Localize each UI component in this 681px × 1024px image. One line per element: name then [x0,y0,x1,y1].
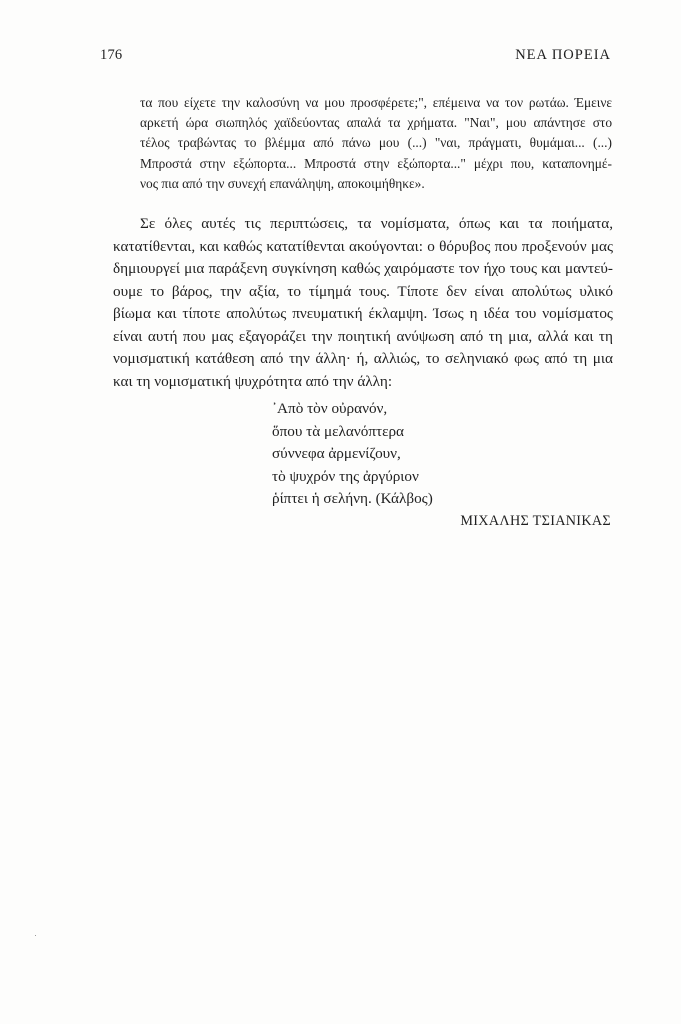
paragraph-line: δημιουργεί μια παράξενη συγκίνηση καθώς χαιρόμαστε τον ήχο τους και μαντεύ- [113,260,613,277]
paragraph-line: Σε όλες αυτές τις περιπτώσεις, τα νομίσματα, όπως και τα ποιήματα, [140,215,613,232]
author-signature: ΜΙΧΑΛΗΣ ΤΣΙΑΝΙΚΑΣ [460,513,611,529]
scan-speck [35,935,36,936]
body-paragraph [113,213,613,393]
quoted-passage [140,93,612,194]
poem-line: σύννεφα ἀρμενίζουν, [272,445,401,462]
quote-line: Μπροστά στην εξώπορτα... Μπροστά στην εξώπορτα..." μέχρι που, καταπονημέ- [140,155,613,171]
paragraph-line: ουμε το βάρος, την αξία, το τίμημά τους. Τίποτε δεν είναι απολύτως υλικό [113,282,614,300]
paragraph-line: βίωμα και τίποτε απολύτως πνευματική έκλαμψη. Ίσως η ιδέα του νομίσματος [113,305,613,322]
poem-line: τὸ ψυχρόν της ἀργύριον [272,467,419,485]
paragraph-line: και τη νομισματική ψυχρότητα από την άλλη: [113,372,393,390]
running-title: ΝΕΑ ΠΟΡΕΙΑ [515,47,611,63]
quote-line: τέλος τραβώντας το βλέμμα από πάνω μου (...) "ναι, πράγματι, θυμάμαι... (...) [140,135,612,151]
paragraph-line: είναι αυτή που μας εξαγοράζει την ποιητική ανύψωση από τη μια, αλλά και τη [113,327,613,345]
page-number: 176 [100,47,123,63]
poem-line: ᾿Απὸ τὸν οὐρανόν, [272,400,388,417]
poem-line: ὅπου τὰ μελανόπτερα [272,422,405,440]
poem-line: ῥίπτει ἡ σελήνη. (Κάλβος) [272,490,433,507]
paragraph-line: νομισματική κατάθεση από την άλλη· ή, αλλιώς, το σεληνιακό φως από τη μια [113,350,613,367]
quote-line: νος πια από την συνεχή επανάληψη, αποκοιμήθηκε». [140,175,425,191]
paragraph-line: κατατίθενται, και καθώς κατατίθενται ακούγονται: ο θόρυβος που προξενούν μας [113,237,613,255]
quote-line: αρκετή ώρα σιωπηλός χαϊδεύοντας απαλά τα χρήματα. "Ναι", μου απάντησε στο [140,115,613,131]
poem-excerpt [272,398,433,511]
quote-line: τα που είχετε την καλοσύνη να μου προσφέρετε;", επέμεινα να τον ρωτάω. Έμεινε [140,95,613,110]
